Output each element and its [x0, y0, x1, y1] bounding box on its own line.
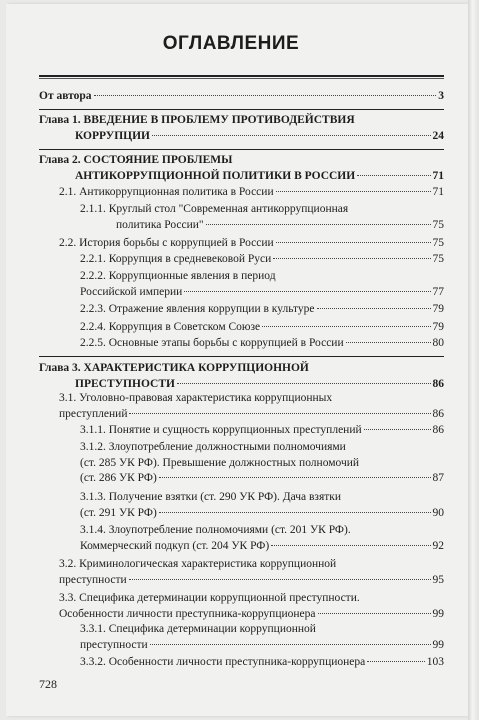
page-ref: 103: [426, 656, 444, 668]
toc-entry-3-3-1[interactable]: 3.3.1. Специфика детерминации коррупционной преступности 99: [80, 622, 444, 653]
leader-dots: [129, 413, 430, 414]
header-rule: [39, 75, 444, 77]
toc-entry-author[interactable]: От автора 3: [39, 89, 444, 105]
leader-dots: [177, 383, 431, 384]
leader-dots: [94, 95, 437, 96]
leader-dots: [152, 135, 431, 136]
page-ref: 75: [432, 218, 444, 231]
header-rule-thin: [39, 78, 444, 79]
page-ref: 71: [432, 169, 444, 182]
toc-entry-3-3[interactable]: 3.3. Специфика детерминации коррупционной преступности. Особенности личности преступника-коррупционера 99: [59, 591, 444, 622]
page-ref: 86: [432, 424, 444, 436]
page-number: 728: [39, 677, 57, 691]
page-ref: 99: [432, 638, 444, 651]
leader-dots: [357, 175, 430, 176]
page-ref: 95: [432, 573, 444, 586]
page-edge: [468, 0, 479, 720]
page-ref: 77: [432, 285, 444, 298]
page-ref: 90: [432, 506, 444, 519]
leader-dots: [206, 224, 431, 225]
page-ref: 79: [432, 303, 444, 315]
page-ref: 24: [432, 129, 444, 142]
page-ref: 3: [438, 90, 444, 102]
page-ref: 75: [432, 253, 444, 265]
leader-dots: [318, 613, 431, 614]
toc-entry-chapter-1[interactable]: Глава 1. ВВЕДЕНИЕ В ПРОБЛЕМУ ПРОТИВОДЕЙСТВИЯ КОРРУПЦИИ 24: [39, 113, 444, 144]
toc-entry-3-1-4[interactable]: 3.1.4. Злоупотребление полномочиями (ст. 201 УК РФ). Коммерческий подкуп (ст. 204 УК РФ) 92: [80, 523, 444, 554]
toc-entry-3-1[interactable]: 3.1. Уголовно-правовая характеристика коррупционных преступлений 86: [59, 391, 444, 422]
toc-entry-3-1-1[interactable]: 3.1.1. Понятие и сущность коррупционных преступлений 86: [80, 423, 444, 439]
leader-dots: [184, 291, 430, 292]
leader-dots: [129, 579, 431, 580]
toc-entry-2-2-1[interactable]: 2.2.1. Коррупция в средневековой Руси 75: [80, 252, 444, 268]
leader-dots: [364, 429, 431, 430]
page-title: ОГЛАВЛЕНИЕ: [162, 33, 300, 54]
toc-entry-chapter-3[interactable]: Глава 3. ХАРАКТЕРИСТИКА КОРРУПЦИОННОЙ ПРЕСТУПНОСТИ 86: [39, 361, 444, 392]
section-rule: [39, 356, 444, 357]
toc-entry-2-2-5[interactable]: 2.2.5. Основные этапы борьбы с коррупцией в России 80: [80, 336, 444, 352]
page-ref: 80: [432, 337, 444, 349]
leader-dots: [150, 644, 431, 645]
page-ref: 92: [432, 539, 444, 552]
page-ref: 86: [432, 407, 444, 420]
toc-entry-2-1-1[interactable]: 2.1.1. Круглый стол "Современная антикоррупционная политика России" 75: [80, 202, 444, 233]
leader-dots: [276, 242, 431, 243]
leader-dots: [346, 342, 431, 343]
section-rule: [39, 149, 444, 150]
page-ref: 71: [432, 186, 444, 198]
leader-dots: [262, 326, 430, 327]
toc-entry-3-3-2[interactable]: 3.3.2. Особенности личности преступника-коррупционера 103: [80, 655, 444, 671]
toc-entry-3-2[interactable]: 3.2. Криминологическая характеристика коррупционной преступности 95: [59, 557, 444, 588]
toc-entry-3-1-2[interactable]: 3.1.2. Злоупотребление должностными полномочиями (ст. 285 УК РФ). Превышение должностных полномочий (ст. 286 УК РФ) 87: [80, 440, 444, 487]
page-ref: 79: [432, 321, 444, 333]
leader-dots: [276, 191, 431, 192]
leader-dots: [159, 477, 431, 478]
toc-entry-2-2[interactable]: 2.2. История борьбы с коррупцией в России 75: [59, 236, 444, 252]
page-ref: 75: [432, 237, 444, 249]
toc-entry-2-1[interactable]: 2.1. Антикоррупционная политика в России 71: [59, 185, 444, 201]
page-ref: 86: [432, 377, 444, 390]
toc-entry-2-2-4[interactable]: 2.2.4. Коррупция в Советском Союзе 79: [80, 320, 444, 336]
toc-entry-3-1-3[interactable]: 3.1.3. Получение взятки (ст. 290 УК РФ). Дача взятки (ст. 291 УК РФ) 90: [80, 490, 444, 521]
leader-dots: [367, 661, 424, 662]
toc-entry-2-2-2[interactable]: 2.2.2. Коррупционные явления в период Российской империи 77: [80, 269, 444, 300]
toc-entry-chapter-2[interactable]: Глава 2. СОСТОЯНИЕ ПРОБЛЕМЫ АНТИКОРРУПЦИОННОЙ ПОЛИТИКИ В РОССИИ 71: [39, 153, 444, 184]
leader-dots: [317, 308, 431, 309]
page-ref: 99: [432, 607, 444, 620]
leader-dots: [273, 258, 430, 259]
page-ref: 87: [432, 472, 444, 484]
leader-dots: [271, 545, 430, 546]
section-rule: [39, 109, 444, 110]
toc-entry-2-2-3[interactable]: 2.2.3. Отражение явления коррупции в культуре 79: [80, 302, 444, 318]
leader-dots: [159, 512, 431, 513]
